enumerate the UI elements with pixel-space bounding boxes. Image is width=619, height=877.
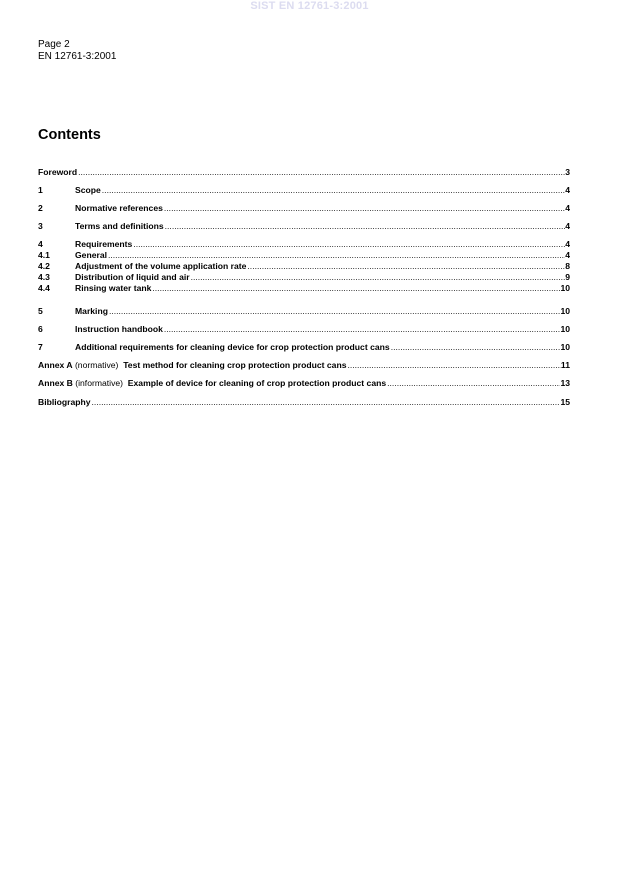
annex-kind: (normative) — [74, 360, 119, 370]
toc-leader — [108, 250, 565, 260]
toc-title: Test method for cleaning crop protection product cans — [123, 360, 347, 370]
toc-page: 15 — [560, 397, 570, 407]
toc-page: 10 — [560, 324, 570, 334]
toc-entry-additional-requirements[interactable] — [38, 342, 570, 352]
toc-entry-normative-references[interactable] — [38, 203, 570, 213]
standard-id: EN 12761-3:2001 — [38, 51, 117, 62]
toc-entry-instruction-handbook[interactable] — [38, 324, 570, 334]
toc-entry-terms-definitions[interactable] — [38, 221, 570, 231]
toc-leader — [109, 306, 560, 316]
toc-leader — [391, 342, 561, 352]
toc-title: Distribution of liquid and air — [75, 272, 190, 282]
toc-page: 8 — [565, 261, 570, 271]
toc-page: 10 — [560, 283, 570, 293]
toc-title: Requirements — [75, 239, 133, 249]
toc-leader — [191, 272, 566, 282]
toc-entry-requirements[interactable] — [38, 239, 570, 249]
toc-title: Bibliography — [38, 397, 91, 407]
toc-number: 4.1 — [38, 250, 50, 260]
toc-leader — [152, 283, 560, 293]
toc-entry-distribution[interactable] — [38, 272, 570, 282]
toc-leader — [165, 221, 566, 231]
toc-leader — [92, 397, 561, 407]
toc-page: 11 — [560, 360, 570, 370]
toc-number: 1 — [38, 185, 43, 195]
contents-heading: Contents — [38, 127, 101, 143]
toc-leader — [164, 324, 561, 334]
toc-leader — [387, 378, 560, 388]
toc-entry-rinsing-water-tank[interactable] — [38, 283, 570, 293]
watermark: SIST EN 12761-3:2001 — [250, 0, 369, 12]
toc-page: 4 — [565, 203, 570, 213]
toc-entry-general[interactable] — [38, 250, 570, 260]
toc-page: 4 — [565, 221, 570, 231]
toc-number: 2 — [38, 203, 43, 213]
toc-title: Adjustment of the volume application rate — [75, 261, 247, 271]
toc-page: 3 — [565, 167, 570, 177]
toc-number: 3 — [38, 221, 43, 231]
toc-title: Terms and definitions — [75, 221, 164, 231]
toc-number: 7 — [38, 342, 43, 352]
toc-entry-foreword[interactable] — [38, 167, 570, 177]
toc-page: 4 — [565, 239, 570, 249]
toc-number: 4.2 — [38, 261, 50, 271]
toc-page: 9 — [565, 272, 570, 282]
toc-page: 10 — [560, 306, 570, 316]
annex-label: Annex B — [38, 378, 73, 388]
toc-page: 10 — [560, 342, 570, 352]
toc-title: Marking — [75, 306, 108, 316]
toc-page: 4 — [565, 250, 570, 260]
toc-title: Foreword — [38, 167, 78, 177]
toc-leader — [247, 261, 565, 271]
annex-kind: (informative) — [75, 378, 124, 388]
toc-leader — [348, 360, 561, 370]
toc-number: 4 — [38, 239, 43, 249]
page-header — [38, 39, 116, 63]
toc-number: 5 — [38, 306, 43, 316]
page-number: Page 2 — [38, 39, 70, 50]
toc-page: 13 — [560, 378, 570, 388]
toc-entry-bibliography[interactable] — [38, 397, 570, 407]
toc-title: Normative references — [75, 203, 163, 213]
toc-title: Example of device for cleaning of crop protection product cans — [127, 378, 387, 388]
toc-entry-scope[interactable] — [38, 185, 570, 195]
toc-title: Rinsing water tank — [75, 283, 152, 293]
toc-leader — [164, 203, 565, 213]
toc-title: General — [75, 250, 108, 260]
toc-page: 4 — [565, 185, 570, 195]
toc-number: 6 — [38, 324, 43, 334]
toc-entry-volume-application-rate[interactable] — [38, 261, 570, 271]
toc-entry-annex-b[interactable] — [38, 378, 570, 388]
toc-title: Scope — [75, 185, 101, 195]
toc-leader — [102, 185, 565, 195]
toc-number: 4.3 — [38, 272, 50, 282]
annex-label: Annex A — [38, 360, 73, 370]
toc-entry-annex-a[interactable] — [38, 360, 570, 370]
toc-title: Instruction handbook — [75, 324, 163, 334]
toc-leader — [78, 167, 565, 177]
toc-title: Additional requirements for cleaning device for crop protection product cans — [75, 342, 390, 352]
toc-leader — [133, 239, 565, 249]
toc-number: 4.4 — [38, 283, 50, 293]
toc-entry-marking[interactable] — [38, 306, 570, 316]
